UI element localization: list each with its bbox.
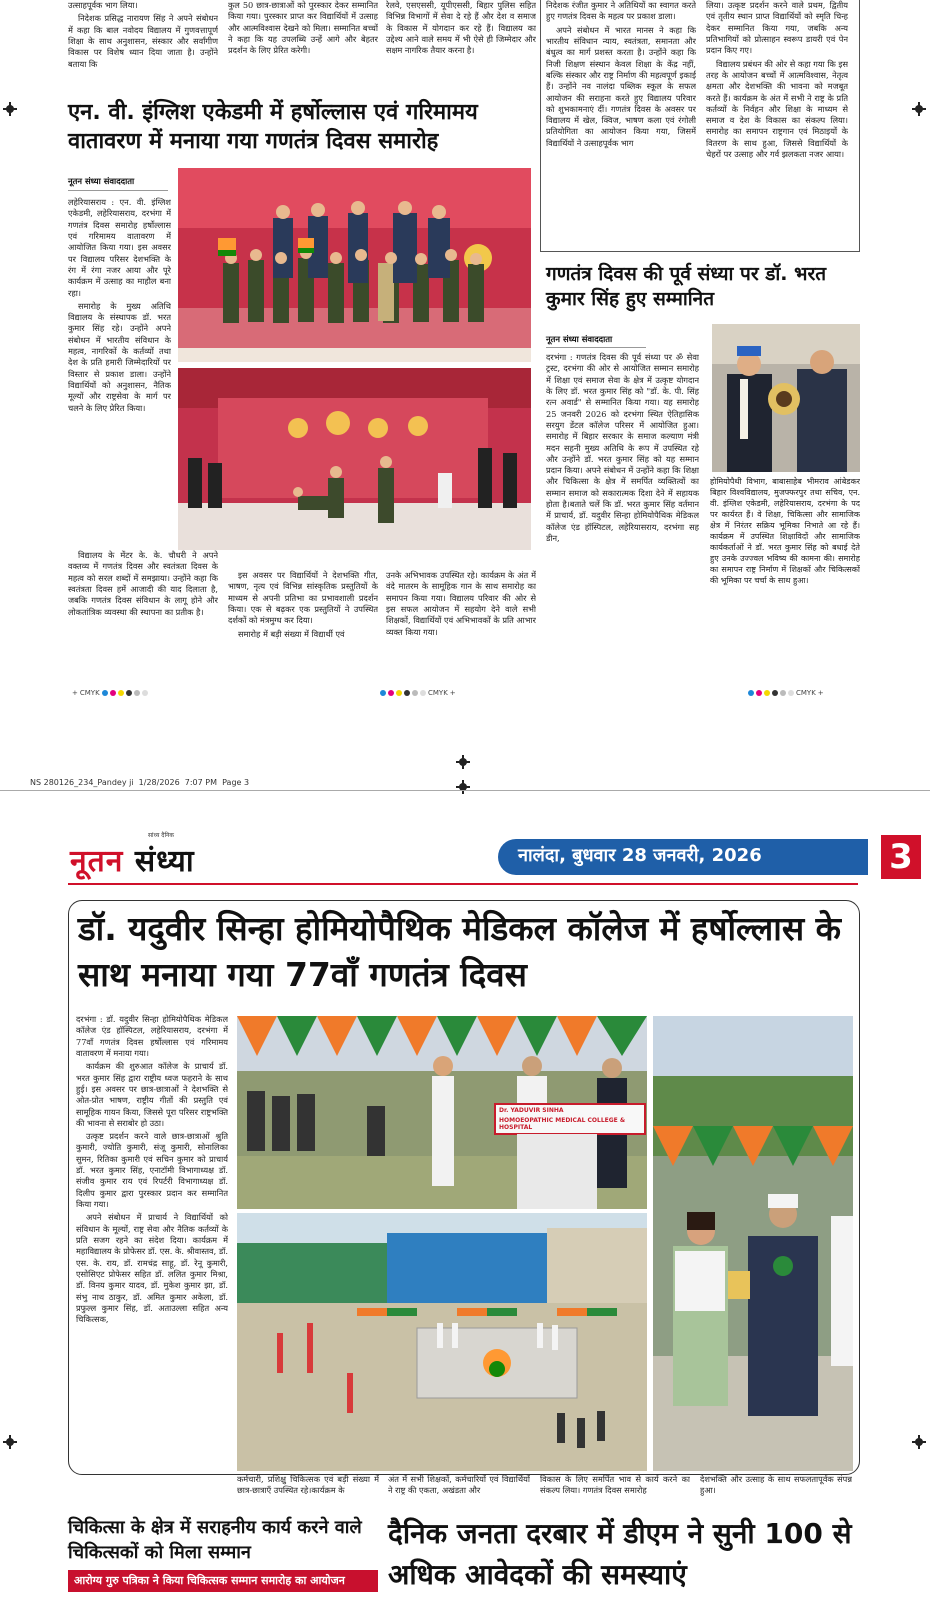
- registration-mark-icon: [456, 780, 470, 794]
- main-photo-flag-ground: [237, 1213, 647, 1471]
- article1-byline: नूतन संध्या संवाददाता: [68, 176, 135, 186]
- main-article-left-column: दरभंगा : डॉ. यदुवीर सिन्हा होमियोपैथिक मेडिकल कॉलेज एंड हॉस्पिटल, लहेरियासराय, दरभंगा में 77वाँ गणतंत्र दिवस हर्षोल्लास एवं गरिमामय वातावरण में मनाया गया। कार्यक्रम की शुरुआत कॉलेज के प्राचार्य डॉ. भरत कुमार सिंह द्वारा राष्ट्रीय ध्वज फहराने के साथ हुई। इस अवसर पर छात्र-छात्राओं ने देशभक्ति से ओत-प्रोत भाषण, राष्ट्रीय गीतों की प्रस्तुति एवं सामूहिक गायन किया, जिससे पूरा परिसर राष्ट्रभक्ति की भावना से सराबोर हो उठा। उत्कृष्ट प्रदर्शन करने वाले छात्र-छात्राओं श्रुति कुमारी, ज्योति कुमारी, संजू कुमारी, सोनालिका सुमन, रितिका कुमारी एवं सचिन कुमार को प्राचार्य डॉ. भरत कुमार सिंह, एनाटॉमी विभागाध्यक्ष डॉ. संजीव कुमार राय एवं रिपर्टरी विभागाध्यक्ष डॉ. दिलीप कुमार द्वारा पुरस्कार प्रदान कर सम्मानित किया गया। अपने संबोधन में प्राचार्य ने विद्यार्थियों को संविधान के मूल्यों, राष्ट्र सेवा और नैतिक कर्तव्यों के प्रति सजग रहने का संदेश दिया। कार्यक्रम में महाविद्यालय के प्रोफेसर डॉ. एस. के. श्रीवास्तव, डॉ. एस. के. राय, डॉ. रामचंद्र साहू, डॉ. रेनू कुमारी, एसोसिएट प्रोफेसर सहित डॉ. ललित कुमार मिश्रा, डॉ. विनय कुमार यादव, डॉ. मुकेश कुमार झा, डॉ. संभु नाथ ठाकुर, डॉ. अमित कुमार अकेला, डॉ. प्रफुल्ल कुमार सिंह, डॉ. अताउल्ला सहित अन्य चिकित्सक,: [76, 1014, 228, 1325]
- bottom-left-headline: चिकित्सा के क्षेत्र में सराहनीय कार्य करने वाले चिकित्सकों को मिला सम्मान: [68, 1517, 362, 1563]
- col2-top-text: कुल 50 छात्र-छात्राओं को पुरस्कार देकर सम्मानित किया गया। पुरस्कार प्राप्त कर विद्यार्थियों में उत्साह और आत्मविश्वास देखने को मिला। सम्मानित बच्चों ने कहा कि यह उपलब्धि उन्हें आगे और बेहतर प्रदर्शन के लिए प्रेरित करेगी।: [228, 0, 378, 56]
- col4-top-text: निदेशक रंजीत कुमार ने अतिथियों का स्वागत करते हुए गणतंत्र दिवस के महत्व पर प्रकाश डाला। अपने संबोधन में भारत मानस ने कहा कि भारतीय संविधान न्याय, स्वतंत्रता, समानता और बंधुत्व का मार्ग प्रशस्त करता है। उन्होंने कहा कि निजी शिक्षण संस्थान केवल शिक्षा के केंद्र नहीं, बल्कि संस्कार और राष्ट्र निर्माण की महत्वपूर्ण इकाई हैं। उन्होंने नव नालंदा पब्लिक स्कूल के सफल आयोजन की सराहना करते हुए विद्यालय परिवार को शुभकामनाएं दीं। गणतंत्र दिवस के अवसर पर विद्यालय में खेल, क्विज, भाषण कला एवं रंगोली प्रतियोगिता का आयोजन किया गया, जिसमें विद्यार्थियों ने उत्साहपूर्वक भाग: [546, 0, 696, 148]
- main-photo-award-presentation: [653, 1016, 853, 1471]
- article1-left-column: लहेरियासराय : एन. वी. इंग्लिश एकेडमी, लहेरियासराय, दरभंगा में गणतंत्र दिवस समारोह हर्षोल्लास एवं गरिमामय वातावरण में आयोजित किया गया। इस अवसर पर विद्यालय परिसर देशभक्ति के रंग में रंगा नजर आया और पूरे कार्यक्रम में उत्साह का माहौल बना रहा। समारोह के मुख्य अतिथि विद्यालय के संस्थापक डॉ. भरत कुमार सिंह रहे। उन्होंने अपने संबोधन में भारतीय संविधान के महत्व, नागरिकों के कर्तव्यों तथा देश के प्रति हमारी जिम्मेदारियों पर विस्तार से प्रकाश डाला। उन्होंने विद्यार्थियों को अनुशासन, नैतिक मूल्यों और राष्ट्रसेवा के मार्ग पर चलने के लिए प्रेरित किया।: [68, 197, 171, 413]
- masthead-date: नालंदा, बुधवार 28 जनवरी, 2026: [518, 845, 762, 866]
- byline-rule: [68, 190, 168, 191]
- article2-photo-caption: होमियोपैथी विभाग, बाबासाहेब भीमराव आंबेडकर बिहार विश्वविद्यालय, मुजफ्फरपुर तथा सचिव, एन. वी. इंग्लिश एकेडमी, लहेरियासराय, दरभंगा के पद पर कार्यरत हैं। वे शिक्षा, चिकित्सा और सामाजिक क्षेत्र में निरंतर सक्रिय भूमिका निभाते आ रहे हैं।कार्यक्रम में उपस्थित शिक्षाविदों और सामाजिक कार्यकर्ताओं ने डॉ. भरत कुमार सिंह को बधाई देते हुए उनके उज्ज्वल भविष्य की कामना की। समारोह का समापन राष्ट्र निर्माण में शिक्षकों और चिकित्सकों की भूमिका पर चर्चा के साथ हुआ।: [710, 477, 860, 586]
- masthead: [68, 829, 913, 895]
- col5-top-text: लिया। उत्कृष्ट प्रदर्शन करने वाले प्रथम, द्वितीय एवं तृतीय स्थान प्राप्त विद्यार्थियों को स्मृति चिन्ह देकर सम्मानित किया गया, जबकि अन्य प्रतिभागियों को प्रोत्साहन स्वरूप डायरी एवं पेन प्रदान किए गए। विद्यालय प्रबंधन की ओर से कहा गया कि इस तरह के आयोजन बच्चों में आत्मविश्वास, नेतृत्व क्षमता और देशभक्ति की भावना को मजबूत करते हैं। कार्यक्रम के अंत में सभी ने राष्ट्र के प्रति कर्तव्यों के निर्वहन और शिक्षा के माध्यम से समाज व देश के विकास का संकल्प लिया। समारोह का समापन राष्ट्रगान एवं मिठाइयों के वितरण के साथ हुआ, जिससे विद्यार्थियों के चेहरों पर उत्साह और गर्व झलकता नजर आया।: [706, 0, 848, 160]
- main-article-bottom-col4: विकास के लिए समर्पित भाव से कार्य करने का संकल्प लिया। गणतंत्र दिवस समारोह: [540, 1474, 690, 1496]
- article1-photo-performance: [178, 368, 531, 550]
- print-slug: NS 280126_234_Pandey ji 1/28/2026 7:07 PM Page 3: [30, 778, 250, 787]
- bottom-left-subhead: आरोग्य गुरु पत्रिका ने किया चिकित्सक सम्मान समारोह का आयोजन: [68, 1570, 378, 1592]
- slug-rule: [0, 790, 930, 791]
- main-photo-banner-prefix: Dr. YADUVIR SINHA: [499, 1107, 564, 1114]
- main-article-bottom-col2: कर्मचारी, प्रशिक्षु चिकित्सक एवं बड़ी संख्या में छात्र-छात्राएँ उपस्थित रहे।कार्यक्रम के: [237, 1474, 379, 1496]
- article1-photo-stage-children: [178, 168, 531, 362]
- main-photo-banner-text: HOMOEOPATHIC MEDICAL COLLEGE & HOSPITAL: [499, 1117, 626, 1132]
- main-article-bottom-col3: अंत में सभी शिक्षकों, कर्मचारियों एवं विद्यार्थियों ने राष्ट्र की एकता, अखंडता और: [388, 1474, 530, 1496]
- masthead-logo: [70, 839, 195, 880]
- registration-mark-icon: [912, 1435, 926, 1449]
- registration-mark-icon: [3, 102, 17, 116]
- article1-bottom-col1: विद्यालय के मेंटर के. के. चौधरी ने अपने वक्तव्य में गणतंत्र दिवस और स्वतंत्रता दिवस के महत्व को सरल शब्दों में समझाया। उन्होंने कहा कि स्वतंत्रता दिवस हमें आजादी की याद दिलाता है, जबकि गणतंत्र दिवस संविधान के लागू होने और लोकतांत्रिक व्यवस्था की स्थापना का प्रतीक है।: [68, 550, 218, 617]
- article1-bottom-col3: उनके अभिभावक उपस्थित रहे। कार्यक्रम के अंत में वंदे मातरम के सामूहिक गान के साथ समारोह का समापन किया गया। विद्यालय परिवार की ओर से इस सफल आयोजन में सहयोग देने वाले सभी शिक्षकों, विद्यार्थियों एवं अभिभावकों के प्रति आभार व्यक्त किया गया।: [386, 570, 536, 637]
- cmyk-strip-right: CMYK +: [748, 689, 824, 697]
- article2-photo-award: [712, 324, 860, 472]
- top-page: [0, 0, 930, 700]
- byline-rule-2: [546, 347, 646, 348]
- registration-mark-icon: [3, 1435, 17, 1449]
- col3-top-text: रेलवे, एसएससी, यूपीएससी, बिहार पुलिस सहित विभिन्न विभागों में सेवा दे रहे हैं और देश व समाज के विकास में योगदान कर रहे हैं। विद्यालय का उद्देश्य आने वाले समय में भी ऐसे ही जिम्मेदार और सक्षम नागरिक तैयार करना है।: [386, 0, 536, 56]
- col-box-border: [540, 0, 860, 252]
- article2-byline: नूतन संध्या संवाददाता: [546, 334, 613, 344]
- registration-mark-icon: [456, 755, 470, 769]
- masthead-rule: [68, 883, 858, 885]
- bottom-right-headline: दैनिक जनता दरबार में डीएम ने सुनी 100 से अधिक आवेदकों की समस्याएं: [388, 1517, 852, 1591]
- main-article-bottom-col5: देशभक्ति और उत्साह के साथ सफलतापूर्वक संपन्न हुआ।: [700, 1474, 852, 1496]
- masthead-logo-part1: नूतन: [70, 844, 124, 879]
- main-photo-stage-banner: [237, 1016, 647, 1209]
- masthead-logo-part2: संध्या: [134, 844, 195, 879]
- cmyk-strip-left: + CMYK: [72, 689, 148, 697]
- article1-bottom-col2: इस अवसर पर विद्यार्थियों ने देशभक्ति गीत, भाषण, नृत्य एवं विभिन्न सांस्कृतिक प्रस्तुतियों के माध्यम से अपनी प्रतिभा का प्रभावशाली प्रदर्शन किया। एक से बढ़कर एक प्रस्तुतियों ने उपस्थित दर्शकों को मंत्रमुग्ध कर दिया। समारोह में बड़ी संख्या में विद्यार्थी एवं: [228, 570, 378, 639]
- article2-body: दरभंगा : गणतंत्र दिवस की पूर्व संध्या पर ॐ सेवा ट्रस्ट, दरभंगा की ओर से आयोजित सम्मान समारोह में शिक्षा एवं समाज सेवा के क्षेत्र में उत्कृष्ट योगदान के लिए डॉ. भरत कुमार सिंह को "डॉ. के. पी. सिंह रत्न अवार्ड" से सम्मानित किया गया। यह समारोह 25 जनवरी 2026 को दरभंगा स्थित ऐतिहासिक सरयुग डेंटल कॉलेज परिसर में आयोजित हुआ।समारोह में बिहार सरकार के समाज कल्याण मंत्री मदन सहनी मुख्य अतिथि के रूप में उपस्थित रहे और उन्होंने डॉ. भरत कुमार सिंह को यह सम्मान प्रदान किया। अपने संबोधन में उन्होंने कहा कि शिक्षा और चिकित्सा के क्षेत्र में समर्पित व्यक्तित्वों का सम्मान समाज को सकारात्मक दिशा देने में सहायक होता है।बताते चलें कि डॉ. भरत कुमार सिंह वर्तमान में प्राचार्य, डॉ. यदुवीर सिन्हा होमियोपैथिक मेडिकल कॉलेज एंड हॉस्पिटल, लहेरियासराय, दरभंगा सह डीन,: [546, 352, 699, 543]
- article2-headline: गणतंत्र दिवस की पूर्व संध्या पर डॉ. भरत कुमार सिंह हुए सम्मानित: [546, 263, 827, 310]
- col1-top-text: उत्साहपूर्वक भाग लिया। निदेशक प्रसिद्ध नारायण सिंह ने अपने संबोधन में कहा कि बाल नवोदय विद्यालय में गुणवत्तापूर्ण शिक्षा के साथ अनुशासन, संस्कार और सर्वांगीण विकास पर विशेष ध्यान दिया जाता है। उन्होंने बताया कि: [68, 0, 218, 69]
- article1-headline: एन. वी. इंग्लिश एकेडमी में हर्षोल्लास एवं गरिमामय वातावरण में मनाया गया गणतंत्र दिवस समारोह: [68, 100, 478, 155]
- masthead-tagline: सांध्य दैनिक: [148, 832, 174, 839]
- registration-mark-icon: [912, 102, 926, 116]
- main-article-headline: डॉ. यदुवीर सिन्हा होमियोपैथिक मेडिकल कॉलेज में हर्षोल्लास के साथ मनाया गया 77वाँ गणतंत्र दिवस: [78, 909, 841, 994]
- page-number: 3: [881, 835, 921, 879]
- cmyk-strip-center: CMYK +: [380, 689, 456, 697]
